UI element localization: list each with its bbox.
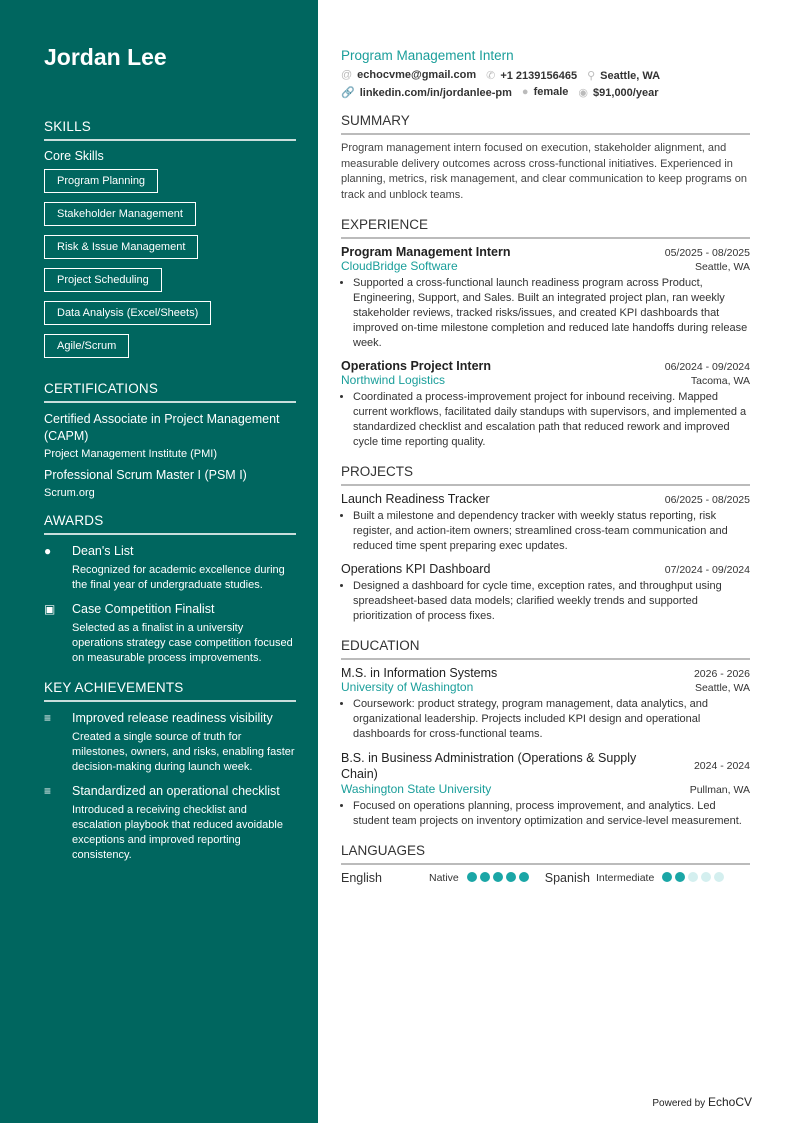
skill-chip: Agile/Scrum (44, 334, 129, 358)
award-desc: Selected as a finalist in a university operations strategy case competition focused on measurable process improvements. (72, 622, 293, 664)
job-dates: 06/2024 - 09/2024 (664, 361, 750, 373)
phone-icon: ✆ (486, 70, 496, 82)
award-desc: Recognized for academic excellence during the final year of undergraduate studies. (72, 564, 285, 591)
edu-dates: 2026 - 2026 (693, 668, 750, 680)
job-bullet: • Coordinated a process-improvement project for inbound receiving. Mapped current workflows, facilitated daily standups with supervisors, and implemented a standardized checklist and escalation path that reduced rework and improved cycle time reporting quality. (353, 390, 750, 450)
project-item (341, 562, 750, 624)
project-title: Launch Readiness Tracker (341, 492, 490, 506)
language-name: English (341, 871, 382, 885)
degree: M.S. in Information Systems (341, 666, 498, 680)
dot-filled (467, 872, 477, 882)
linkedin[interactable]: linkedin.com/in/jordanlee-pm (359, 87, 512, 99)
cert-title: Certified Associate in Project Management (CAPM) (44, 412, 280, 443)
powered-by: Powered by (652, 1098, 706, 1109)
achievements-section (44, 680, 296, 863)
project-dates: 06/2025 - 08/2025 (664, 494, 750, 506)
section-heading: EDUCATION (341, 638, 750, 660)
brand: EchoCV (707, 1095, 752, 1109)
contact-row (341, 86, 750, 99)
edu-location: Seattle, WA (694, 682, 750, 694)
skill-chip: Project Scheduling (44, 268, 162, 292)
award-item (44, 601, 296, 666)
contact-row (341, 69, 750, 82)
proficiency-dots (659, 871, 724, 885)
summary-text: Program management intern focused on execution, stakeholder alignment, and measurable delivery outcomes across cross-functional initiatives. Experienced in planning, metrics, risk management, and clear communication to keep programs on track and unblock teams. (341, 142, 747, 201)
edu-dates: 2024 - 2024 (693, 760, 750, 772)
main-content (341, 48, 750, 885)
achievement-desc: Introduced a receiving checklist and escalation playbook that reduced avoidable exceptions and improved reporting consistency. (72, 804, 283, 861)
language-level: Native (429, 872, 459, 884)
person-icon: ● (521, 86, 529, 98)
edu-bullet: • Focused on operations planning, process improvement, and analytics. Led student team projects on inventory optimization and service-level measurement. (353, 799, 750, 829)
list-icon: ≡ (44, 711, 52, 725)
dot-empty (688, 872, 698, 882)
dot-filled (506, 872, 516, 882)
project-item (341, 492, 750, 554)
location: Seattle, WA (600, 70, 661, 82)
cert-issuer: Project Management Institute (PMI) (44, 448, 218, 460)
section-heading: LANGUAGES (341, 843, 750, 865)
achievement-item (44, 710, 296, 775)
education-item (341, 750, 750, 829)
dot-empty (701, 872, 711, 882)
achievement-title: Improved release readiness visibility (72, 711, 273, 725)
education-item (341, 666, 750, 742)
edu-bullet: • Coursework: product strategy, program management, data analytics, and organizational leadership. Projects included KPI design and operational dashboards for cross-functional teams. (353, 697, 750, 742)
project-bullet: • Designed a dashboard for cycle time, exception rates, and throughput using spreadsheet-based data models; clarified weekly trends and supported prioritization of process fixes. (353, 579, 750, 624)
section-heading: PROJECTS (341, 464, 750, 486)
project-dates: 07/2024 - 09/2024 (664, 564, 750, 576)
dot-empty (714, 872, 724, 882)
award-item (44, 543, 296, 593)
project-bullet: • Built a milestone and dependency tracker with weekly status reporting, risk register, and action-item owners; streamlined cross-team communication and reduced time spent preparing exec updates. (353, 509, 750, 554)
project-title: Operations KPI Dashboard (341, 562, 491, 576)
list-icon: ≡ (44, 784, 52, 798)
dot-filled (480, 872, 490, 882)
sidebar (0, 0, 318, 1123)
achievement-desc: Created a single source of truth for milestones, owners, and risks, enabling faster decision-making during launch week. (72, 731, 295, 773)
dot-filled (519, 872, 529, 882)
cert-title: Professional Scrum Master I (PSM I) (44, 468, 247, 482)
skills-section (44, 119, 296, 367)
company: Northwind Logistics (341, 373, 446, 387)
certifications-section (44, 381, 296, 499)
at-icon: @ (341, 69, 353, 81)
school: Washington State University (341, 782, 492, 796)
email[interactable]: echocvme@gmail.com (357, 69, 477, 81)
section-heading: SUMMARY (341, 113, 750, 135)
candidate-name: Jordan Lee (44, 44, 167, 70)
dot-filled (493, 872, 503, 882)
briefcase-icon: ▣ (44, 602, 56, 616)
skill-chip: Data Analysis (Excel/Sheets) (44, 301, 211, 325)
phone: +1 2139156465 (500, 70, 578, 82)
skill-chip: Program Planning (44, 169, 158, 193)
achievement-item (44, 783, 296, 863)
salary: $91,000/year (593, 87, 659, 99)
achievement-title: Standardized an operational checklist (72, 784, 280, 798)
salary-icon: ◉ (578, 87, 589, 99)
degree: B.S. in Business Administration (Operations & Supply Chain) (341, 751, 637, 781)
section-heading: EXPERIENCE (341, 217, 750, 239)
gender: female (533, 86, 569, 98)
core-skills-label: Core Skills (44, 149, 104, 163)
section-heading: KEY ACHIEVEMENTS (44, 680, 296, 702)
location-pin-icon: ⚲ (587, 70, 596, 82)
section-heading: AWARDS (44, 513, 296, 535)
language-name: Spanish (544, 871, 590, 885)
cert-issuer: Scrum.org (44, 487, 95, 499)
experience-item (341, 245, 750, 351)
language-level: Intermediate (595, 872, 655, 884)
dot-filled (675, 872, 685, 882)
skill-chip: Stakeholder Management (44, 202, 196, 226)
dot-filled (662, 872, 672, 882)
link-icon: 🔗 (341, 87, 355, 99)
job-title: Program Management Intern (341, 245, 511, 259)
section-heading: SKILLS (44, 119, 296, 141)
company: CloudBridge Software (341, 259, 458, 273)
award-title: Case Competition Finalist (72, 602, 215, 616)
school: University of Washington (341, 680, 474, 694)
awards-section (44, 513, 296, 666)
job-title: Operations Project Intern (341, 359, 492, 373)
section-heading: CERTIFICATIONS (44, 381, 296, 403)
job-bullet: • Supported a cross-functional launch readiness program across Product, Engineering, Support, and Sales. Built an integrated project plan, ran weekly stakeholder reviews, tracked risks/issues, and created KPI dashboards that improved on-time milestone completion and reduced late handoffs during release week. (353, 276, 750, 351)
chat-bubble-icon: ● (44, 544, 52, 558)
target-role: Program Management Intern (341, 48, 514, 63)
languages-row (341, 871, 750, 885)
job-dates: 05/2025 - 08/2025 (664, 247, 750, 259)
experience-item (341, 359, 750, 450)
proficiency-dots (464, 871, 529, 885)
job-location: Seattle, WA (694, 261, 750, 273)
edu-location: Pullman, WA (689, 784, 750, 796)
footer (652, 1095, 752, 1109)
skill-chip: Risk & Issue Management (44, 235, 198, 259)
job-location: Tacoma, WA (690, 375, 750, 387)
award-title: Dean's List (72, 544, 134, 558)
